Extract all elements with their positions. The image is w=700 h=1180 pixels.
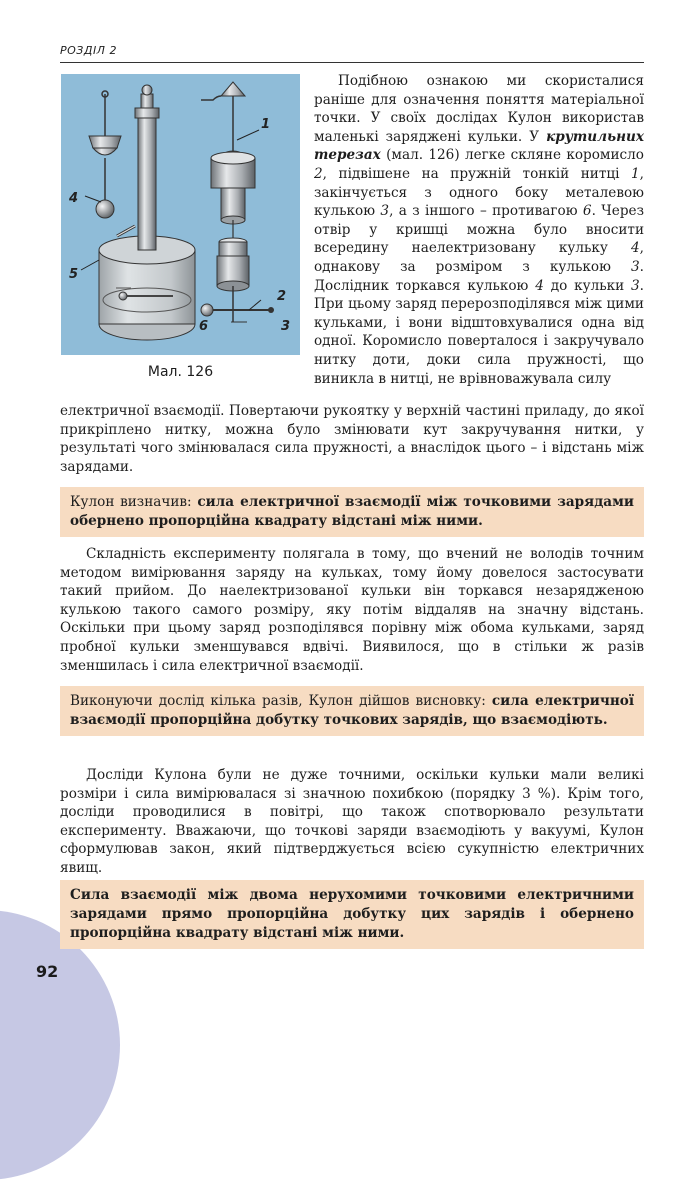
label-5: 5 [69, 267, 79, 282]
conclusion-paragraph: Досліди Кулона були не дуже точними, оскільки кульки мали великі розміри і сила вимірювалася зі значною похибкою (порядку 3 %). Крім того, досліди проводилися в повітрі, що також спотворювало результати експерименту. Вважаючи, що точкові заряди взаємодіють у вакуумі, Кулон сформулював закон, який підтверджується всією сукупністю електричних явищ. [60, 767, 644, 876]
highlight-box-distance-law: Кулон визначив: сила електричної взаємодії між точковими зарядами обернено пропорційна квадрату відстані між ними. [60, 487, 644, 537]
header-rule [60, 62, 644, 63]
page-number: 92 [36, 962, 59, 981]
corner-decoration [0, 910, 120, 1180]
section-header: РОЗДІЛ 2 [60, 44, 117, 57]
label-4: 4 [69, 191, 79, 206]
label-6: 6 [199, 319, 209, 334]
experiment-paragraph: Складність експерименту полягала в тому, що вчений не володів точним методом вимірювання заряду на кульках, тому йому довелося застосувати такий прийом. До наелектризованої кульки він торкався незарядженою кулькою такого самого розміру, яку потім віддаляв на значну відстань. Оскільки при цьому заряд розподілявся порівну між обома кульками, заряд пробної кульки зменшувався вдвічі. Виявилося, що в стільки ж разів зменшилась і сила електричної взаємодії. [60, 546, 644, 674]
figure-caption: Мал. 126 [147, 364, 214, 380]
label-2: 2 [277, 289, 287, 304]
term-torsion-balance: крутильних терезах [314, 128, 644, 164]
torsion-balance-figure [61, 74, 300, 355]
intro-continuation: електричної взаємодії. Повертаючи рукоятку у верхній частині приладу, до якої прикріплено нитку, можна було змінювати кут закручування нитки, у результаті чого змінювалася сила пружності, а внаслідок цього – і відстань між зарядами. [60, 403, 644, 475]
intro-paragraph: Подібною ознакою ми скористалися раніше для означення поняття матеріальної точки. У своїх дослідах Кулон використав маленькі заряджені кульки. У крутильних терезах (мал. 126) легке скляне коромисло 2, підвішене на пружній тонкій нитці 1, закінчується з одного боку металевою кулькою 3, а з іншого – противагою 6. Через отвір у кришці можна було вносити всередину наелектризовану кульку 4, однакову за розміром з кулькою 3. Дослідник торкався кулькою 4 до кульки 3. При цьому заряд перерозподілявся між цими кульками, і вони відштовхувалися одна від одної. Коромисло поверталося і закручувало нитку доти, доки сила пружності, що виникла в нитці, не врівноважувала силу [314, 73, 644, 387]
label-3: 3 [281, 319, 291, 334]
highlight-box-charge-law: Виконуючи дослід кілька разів, Кулон дійшов висновку: сила електричної взаємодії пропорційна добутку точкових зарядів, що взаємодіють. [60, 686, 644, 736]
label-1: 1 [261, 117, 271, 132]
highlight-box-coulomb-law: Сила взаємодії між двома нерухомими точковими електричними зарядами прямо пропорційна добутку цих зарядів і обернено пропорційна квадрату відстані між ними. [60, 880, 644, 949]
